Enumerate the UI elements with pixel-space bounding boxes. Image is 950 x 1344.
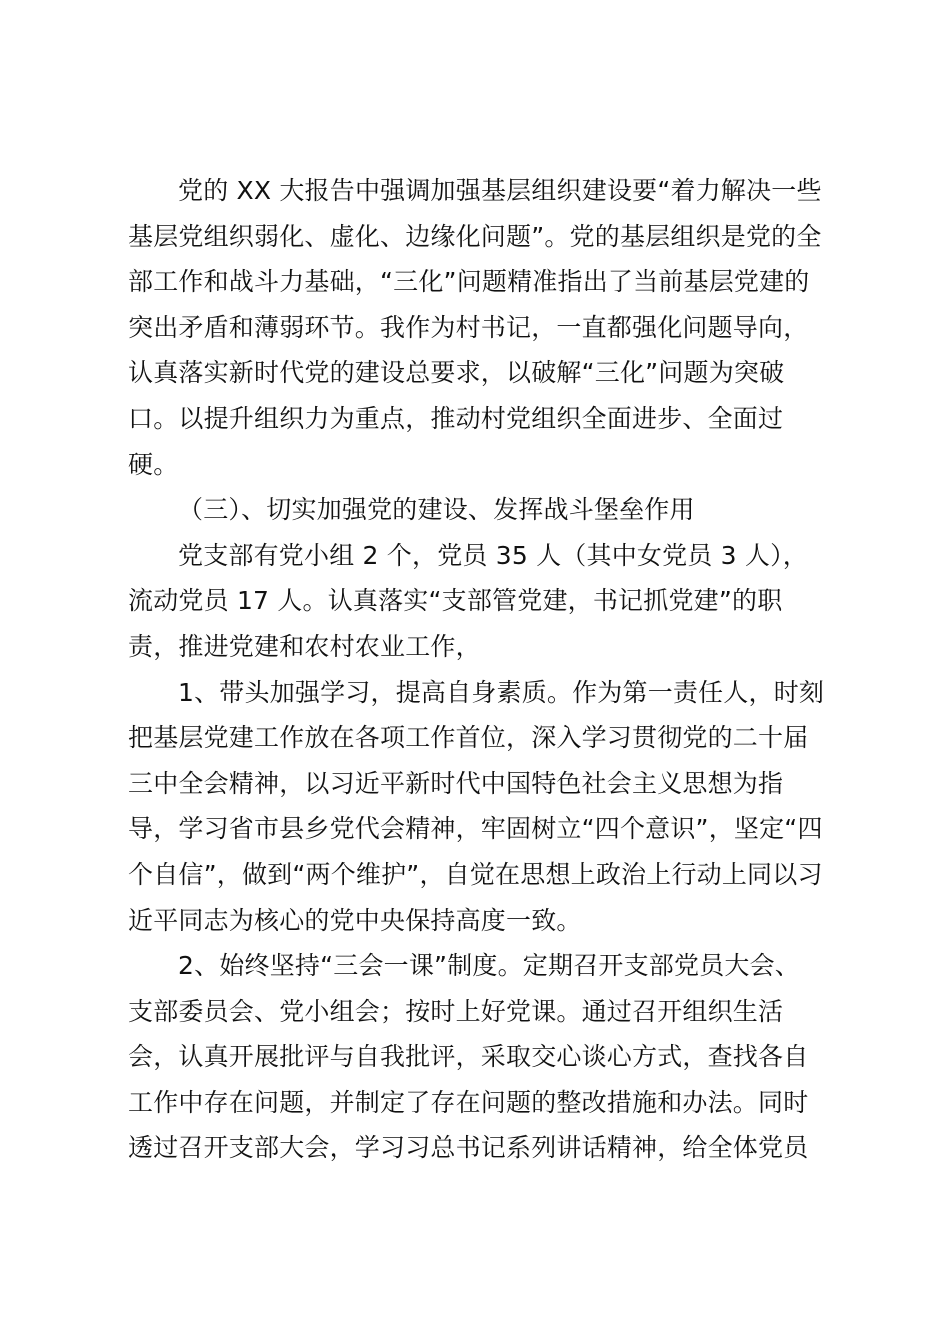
paragraph-item-1	[128, 670, 832, 944]
text-line: 党的 XX 大报告中强调加强基层组织建设要“着力解决一些	[178, 176, 822, 205]
text-line: 认真落实新时代党的建设总要求，以破解“三化”问题为突破	[128, 358, 785, 388]
text-line: 口。以提升组织力为重点，推动村党组织全面进步、全面过	[128, 403, 784, 433]
text-line: 工作中存在问题，并制定了存在问题的整改措施和办法。同时	[128, 1087, 809, 1117]
section-heading: （三）、切实加强党的建设、发挥战斗堡垒作用	[178, 495, 695, 525]
text-line: 党支部有党小组 2 个，党员 35 人（其中女党员 3 人），	[178, 540, 809, 570]
text-line: 近平同志为核心的党中央保持高度一致。	[128, 905, 582, 935]
paragraph-item-2	[128, 943, 832, 1171]
text-line: 支部委员会、党小组会；按时上好党课。通过召开组织生活	[128, 996, 784, 1026]
text-line: 部工作和战斗力基础，“三化”问题精准指出了当前基层党建的	[128, 267, 810, 297]
paragraph-intro	[128, 168, 832, 487]
text-line: 把基层党建工作放在各项工作首位，深入学习贯彻党的二十届	[128, 723, 809, 753]
text-line: 2、始终坚持“三会一课”制度。定期召开支部党员大会、	[178, 951, 801, 981]
paragraph-branch-overview	[128, 533, 832, 670]
text-line: 流动党员 17 人。认真落实“支部管党建，书记抓党建”的职	[128, 586, 783, 616]
text-line: 1、带头加强学习，提高自身素质。作为第一责任人，时刻	[178, 677, 825, 707]
text-line: 突出矛盾和薄弱环节。我作为村书记，一直都强化问题导向，	[128, 312, 809, 342]
text-line: 三中全会精神，以习近平新时代中国特色社会主义思想为指	[128, 768, 784, 798]
document-body	[128, 168, 832, 1171]
text-line: 责，推进党建和农村农业工作，	[128, 631, 481, 661]
text-line: 个自信”，做到“两个维护”，自觉在思想上政治上行动上同以习	[128, 859, 823, 889]
text-line: 硬。	[128, 449, 179, 479]
text-line: 透过召开支部大会，学习习总书记系列讲话精神，给全体党员	[128, 1133, 809, 1163]
text-line: 导，学习省市县乡党代会精神，牢固树立“四个意识”，坚定“四	[128, 814, 823, 844]
text-line: 基层党组织弱化、虚化、边缘化问题”。党的基层组织是党的全	[128, 221, 822, 251]
text-line: 会，认真开展批评与自我批评，采取交心谈心方式，查找各自	[128, 1042, 809, 1072]
